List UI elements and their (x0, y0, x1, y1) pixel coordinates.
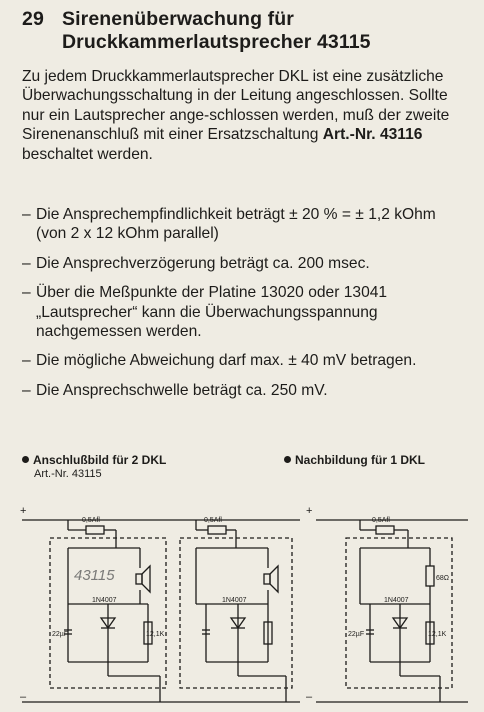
list-item-text: Die Ansprechverzögerung beträgt ca. 200 msec. (36, 254, 370, 272)
list-item (22, 283, 462, 341)
section-number: 29 (22, 8, 44, 30)
resistor-68-label: 68Ω (436, 575, 450, 582)
fuse-label: 0,5Afl (204, 517, 222, 524)
list-item-text: Die Ansprechempfindlichkeit beträgt ± 20 % = ± 1,2 kOhm (von 2 x 12 kOhm parallel) (36, 206, 436, 243)
dash: – (22, 254, 31, 272)
caption-left (22, 453, 166, 467)
plus-label-left: + (20, 505, 27, 517)
capacitor-label: 22µF (52, 631, 69, 638)
dash: – (22, 381, 31, 399)
caption-right (284, 453, 425, 467)
capacitor-label: 22µF (348, 631, 365, 638)
resistor-label: 12,1K (146, 631, 165, 638)
plus-label-right: + (306, 505, 313, 517)
minus-label-left: – (20, 691, 27, 703)
caption-left-sub: Art.-Nr. 43115 (34, 468, 102, 480)
intro-paragraph (22, 67, 462, 164)
article-number: Art.-Nr. 43116 (322, 126, 423, 144)
list-item (22, 351, 462, 370)
intro-text: Zu jedem Druckkammerlautsprecher DKL ist eine zusätzliche Überwachungsschaltung in der Leitung angeschlossen. Sollte nur ein Lautsprecher ange-schlossen werden, muß der zweite Sirenenanschluß mit einer Ersatzschaltung (22, 68, 450, 144)
list-item-text: Die mögliche Abweichung darf max. ± 40 mV betragen. (36, 352, 417, 370)
spec-list (22, 205, 462, 410)
intro-text-end: beschaltet werden. (22, 145, 153, 163)
resistor-label: 12,1K (428, 631, 447, 638)
diode-label: 1N4007 (222, 597, 247, 604)
section-heading (22, 8, 472, 54)
dash: – (22, 206, 31, 223)
diode-label: 1N4007 (384, 597, 409, 604)
caption-right-title: Nachbildung für 1 DKL (295, 453, 425, 467)
title-line-2: Druckkammerlautsprecher 43115 (62, 31, 371, 53)
list-item (22, 381, 462, 400)
bullet-dot-icon (22, 456, 29, 463)
fuse-label: 0,5Afl (372, 517, 390, 524)
list-item-text: Die Ansprechschwelle beträgt ca. 250 mV. (36, 381, 328, 399)
title-line-1: Sirenenüberwachung für (62, 8, 294, 30)
fuse-label: 0,5Afl (82, 517, 100, 524)
list-item (22, 254, 462, 273)
circuit-schematics (0, 490, 484, 712)
diode-label: 1N4007 (92, 597, 117, 604)
bullet-dot-icon (284, 456, 291, 463)
list-item (22, 205, 462, 244)
dash: – (22, 352, 31, 370)
minus-label-right: – (306, 691, 313, 703)
caption-left-title: Anschlußbild für 2 DKL (33, 453, 167, 467)
list-item-text: Über die Meßpunkte der Platine 13020 oder 13041 „Lautsprecher“ kann die Überwachungsspannung nachgemessen werden. (36, 284, 388, 341)
handwritten-note: 43115 (74, 567, 115, 584)
dash: – (22, 284, 31, 302)
